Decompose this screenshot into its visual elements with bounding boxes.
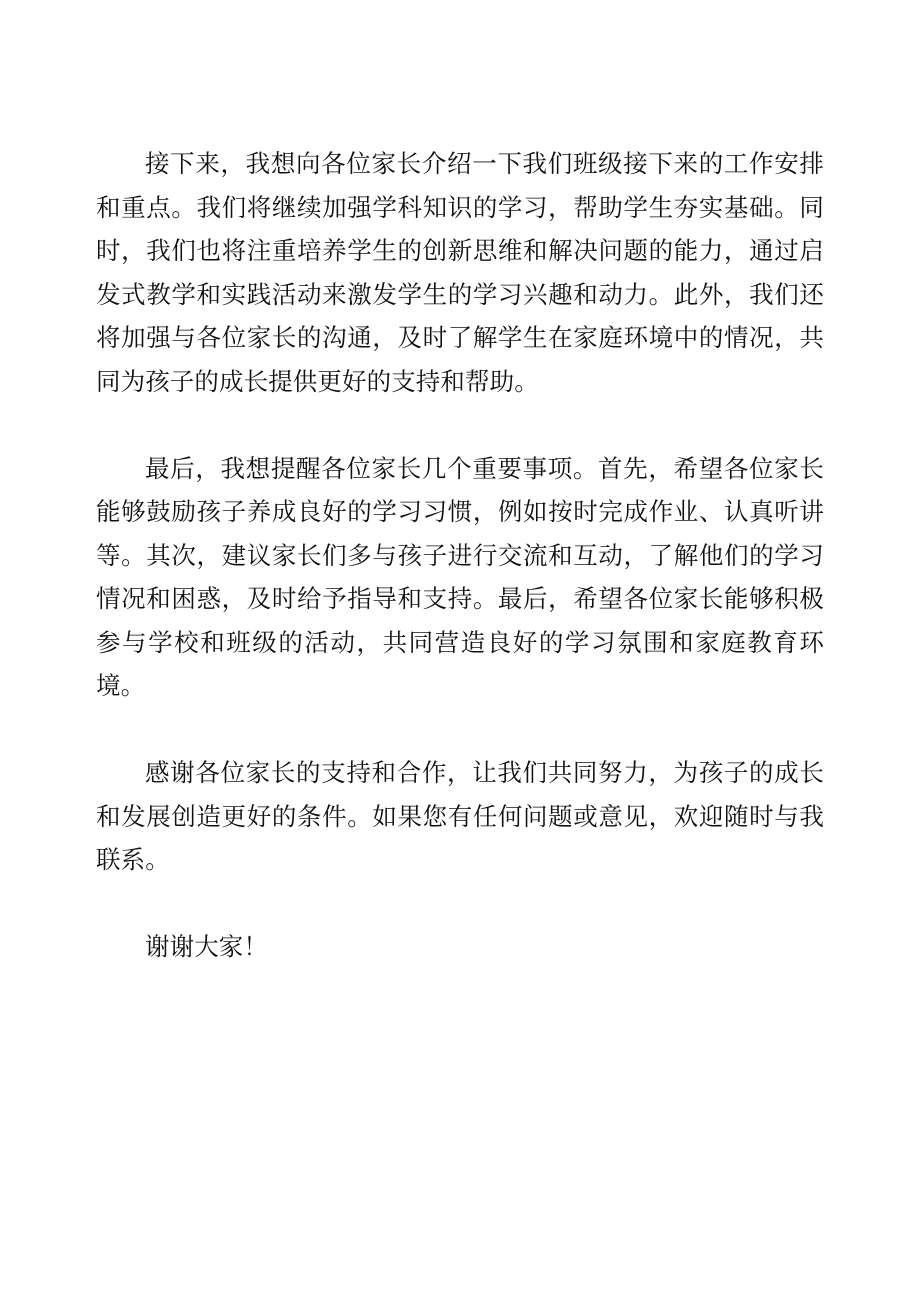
paragraph-thanks: 感谢各位家长的支持和合作，让我们共同努力，为孩子的成长和发展创造更好的条件。如果您有任何问题或意见，欢迎随时与我联系。 [96,758,824,874]
paragraph-closing: 谢谢大家！ [145,932,268,961]
paragraph-work-plan: 接下来，我想向各位家长介绍一下我们班级接下来的工作安排和重点。我们将继续加强学科知识的学习，帮助学生夯实基础。同时，我们也将注重培养学生的创新思维和解决问题的能力，通过启发式教学和实践活动来激发学生的学习兴趣和动力。此外，我们还将加强与各位家长的沟通，及时了解学生在家庭环境中的情况，共同为孩子的成长提供更好的支持和帮助。 [96,149,824,396]
paragraph-reminders: 最后，我想提醒各位家长几个重要事项。首先，希望各位家长能够鼓励孩子养成良好的学习习惯，例如按时完成作业、认真听讲等。其次，建议家长们多与孩子进行交流和互动，了解他们的学习情况和困惑，及时给予指导和支持。最后，希望各位家长能够积极参与学校和班级的活动，共同营造良好的学习氛围和家庭教育环境。 [96,453,824,700]
